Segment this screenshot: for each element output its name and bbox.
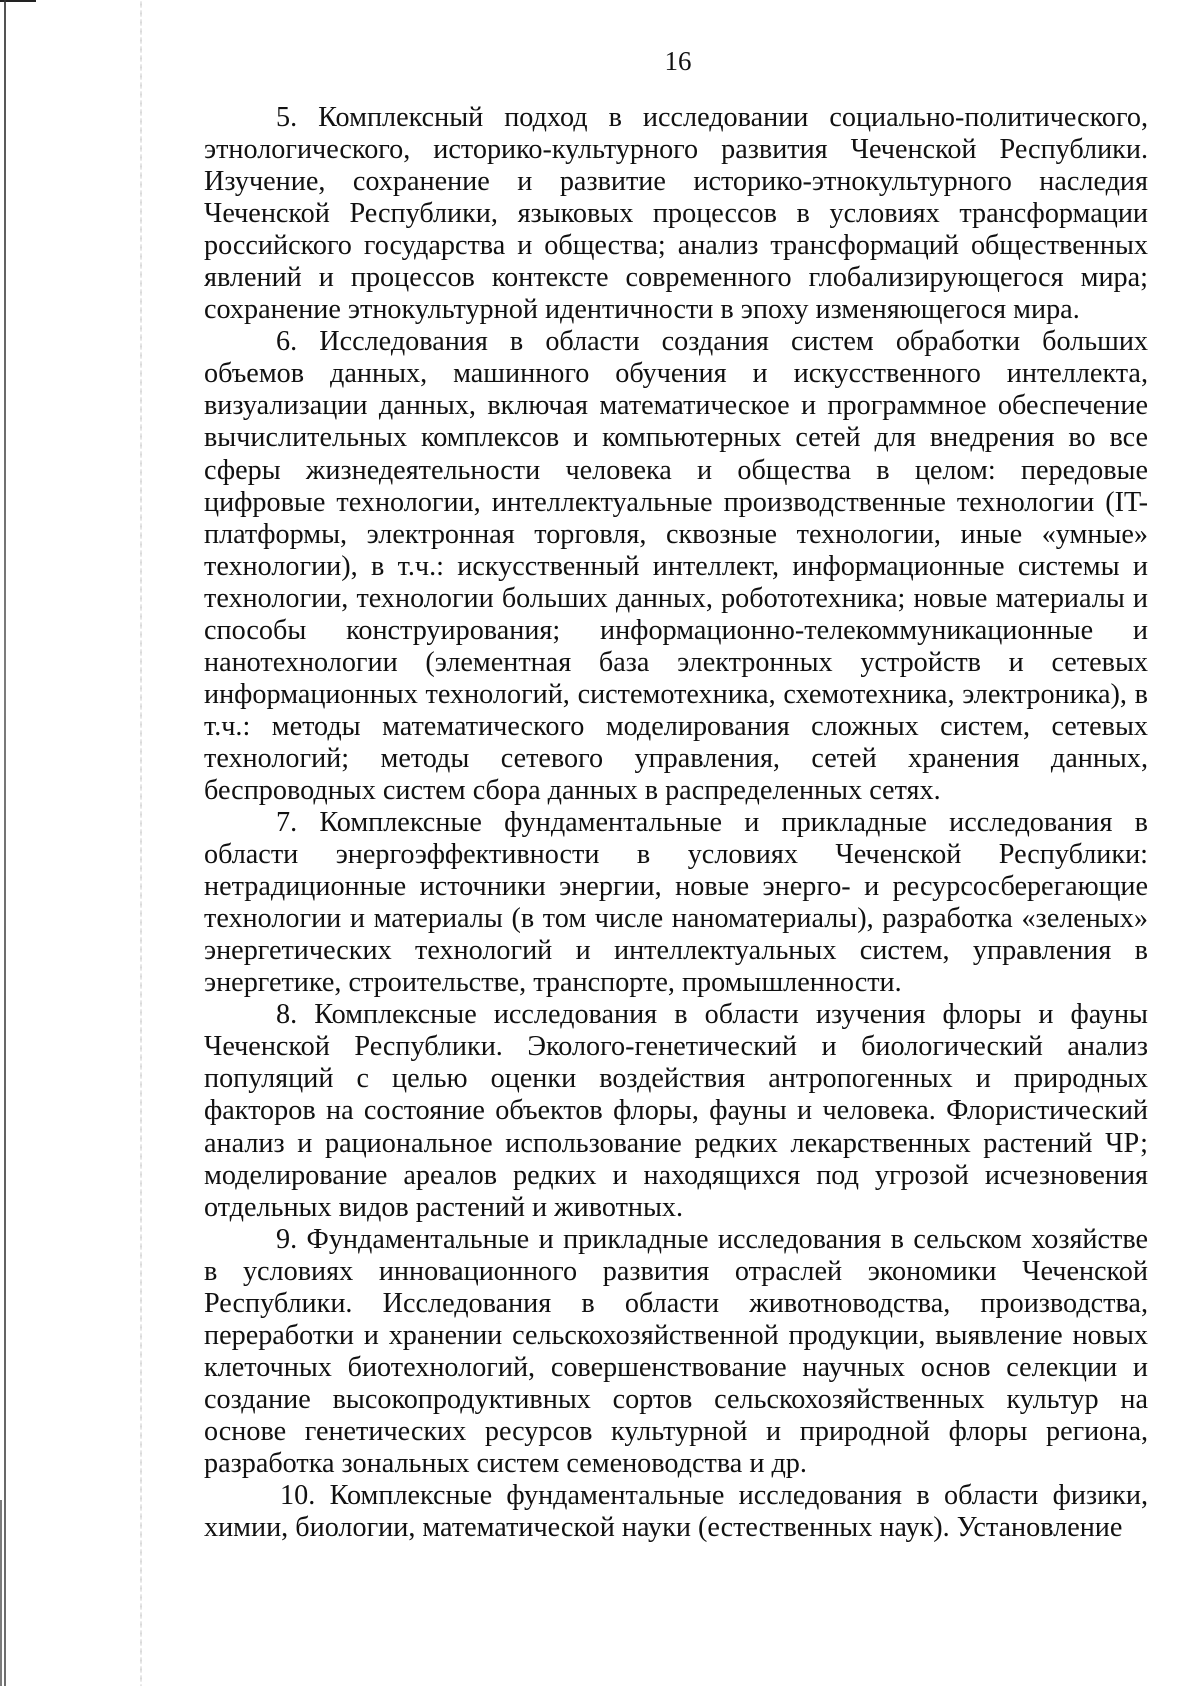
paragraph-8: 8. Комплексные исследования в области изучения флоры и фауны Чеченской Республики. Эколого-генетический и биологический анализ популяций с целью оценки воздействия антропогенных и природных факторов на состояние объектов флоры, фауны и человека. Флористический анализ и рациональное использование редких лекарственных растений ЧР; моделирование ареалов редких и находящихся под угрозой исчезновения отдельных видов растений и животных. (204, 999, 1148, 1223)
page-number: 16 (664, 46, 692, 76)
scan-edge-left-lower (0, 1500, 2, 1686)
document-body (204, 102, 1148, 1544)
paragraph-10: 10. Комплексные фундаментальные исследования в области физики, химии, биологии, математической науки (естественных наук). Установление (204, 1480, 1148, 1544)
scan-dotted-line (140, 0, 142, 1686)
paragraph-7: 7. Комплексные фундаментальные и прикладные исследования в области энергоэффективности в условиях Чеченской Республики: нетрадиционные источники энергии, новые энерго- и ресурсосберегающие технологии и материалы (в том числе наноматериалы), разработка «зеленых» энергетических технологий и интеллектуальных систем, управления в энергетике, строительстве, транспорте, промышленности. (204, 807, 1148, 999)
paragraph-6: 6. Исследования в области создания систем обработки больших объемов данных, машинного обучения и искусственного интеллекта, визуализации данных, включая математическое и программное обеспечение вычислительных комплексов и компьютерных сетей для внедрения во все сферы жизнедеятельности человека и общества в целом: передовые цифровые технологии, интеллектуальные производственные технологии (IT-платформы, электронная торговля, сквозные технологии, иные «умные» технологии), в т.ч.: искусственный интеллект, информационные системы и технологии, технологии больших данных, робототехника; новые материалы и способы конструирования; информационно-телекоммуникационные и нанотехнологии (элементная база электронных устройств и сетевых информационных технологий, системотехника, схемотехника, электроника), в т.ч.: методы математического моделирования сложных систем, сетевых технологий; методы сетевого управления, сетей хранения данных, беспроводных систем сбора данных в распределенных сетях. (204, 326, 1148, 806)
paragraph-9: 9. Фундаментальные и прикладные исследования в сельском хозяйстве в условиях инновационного развития отраслей экономики Чеченской Республики. Исследования в области животноводства, производства, переработки и хранении сельскохозяйственной продукции, выявление новых клеточных биотехнологий, совершенствование научных основ селекции и создание высокопродуктивных сортов сельскохозяйственных культур на основе генетических ресурсов культурной и природной флоры региона, разработка зональных систем семеноводства и др. (204, 1223, 1148, 1479)
scan-edge-left (4, 0, 6, 1686)
paragraph-5: 5. Комплексный подход в исследовании социально-политического, этнологического, историко-культурного развития Чеченской Республики. Изучение, сохранение и развитие историко-этнокультурного наследия Чеченской Республики, языковых процессов в условиях трансформации российского государства и общества; анализ трансформаций общественных явлений и процессов контексте современного глобализирующегося мира; сохранение этнокультурной идентичности в эпоху изменяющегося мира. (204, 102, 1148, 326)
